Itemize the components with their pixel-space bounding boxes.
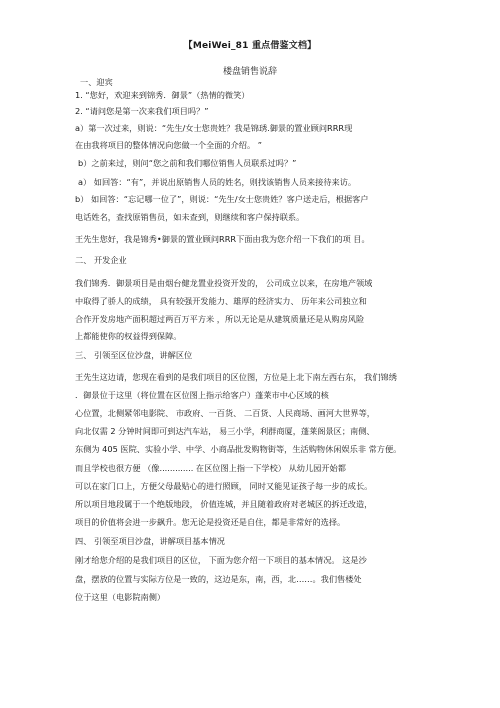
text-line: 项目的价值将会进一步飙升。您无论是投资还是自住，都是非常好的选择。 bbox=[75, 517, 346, 527]
text-line: 上都能使你的权益得到保障。 bbox=[75, 331, 182, 341]
text-line: 向北仅需 2 分钟时间即可到达汽车站， 易三小学，利群商厦，蓬莱阁景区；南侧、 bbox=[75, 426, 375, 436]
text-line: 一、迎宾 bbox=[80, 77, 113, 87]
text-line: 四、 引领至项目沙盘，讲解项目基本情况 bbox=[75, 536, 225, 546]
text-line: 二、 开发企业 bbox=[75, 255, 127, 265]
document-header: 【MeiWei_81 重点借鉴文档】 bbox=[183, 41, 317, 51]
text-line: 心位置，北侧紧邻电影院、 市政府、一百货、 二百货、人民商场、画河大世界等， bbox=[75, 408, 375, 418]
text-line: a）第一次过来，则说：“先生/女士您贵姓？我是锦琇.御景的置业顾问RRR现 bbox=[75, 123, 353, 133]
text-line: 中取得了骄人的成绩， 具有较强开发能力、雄厚的经济实力、 历年来公司独立和 bbox=[75, 296, 367, 306]
text-line: ．御景位于这里（将位置在区位图上指示给客户）蓬莱市中心区域的核 bbox=[75, 390, 329, 400]
text-line: b） 如回答：“忘记哪一位了”，则说：“先生/女士您贵姓？客户送走后，根据客户 bbox=[75, 194, 369, 204]
text-line: 位于这里（电影院南侧） bbox=[75, 592, 166, 602]
text-line: 可以在家门口上，方便父母最贴心的进行照顾， 同时又能见证孩子每一步的成长。 bbox=[75, 481, 373, 491]
text-line: 东侧为 405 医院、实验小学、中学、小商品批发购物街等，生活购物休闲娱乐非 常方便。 bbox=[75, 444, 402, 454]
text-line: 我们锦秀．御景项目是由烟台健龙置业投资开发的， 公司成立以来，在房地产领域 bbox=[75, 278, 373, 288]
text-line: a） 如回答：“有”，并说出原销售人员的姓名，则找该销售人员来接待来访。 bbox=[78, 177, 357, 187]
text-line: 2. “请问您是第一次来我们项目吗？” bbox=[75, 106, 209, 116]
text-line: 所以项目地段属于一个绝版地段， 价值连城，并且随着政府对老城区的拆迁改造， bbox=[75, 499, 373, 509]
text-line: 三、 引领至区位沙盘，讲解区位 bbox=[75, 350, 193, 360]
text-line: 刚才给您介绍的是我们项目的区位， 下面为您介绍一下项目的基本情况。 这是沙 bbox=[75, 555, 367, 565]
text-line: 合作开发房地产面积超过两百万平方米 ，所以无论是从建筑质量还是从购房风险 bbox=[75, 314, 365, 324]
document-title: 楼盘销售说辞 bbox=[222, 67, 277, 77]
text-line: 1. “您好，欢迎来到锦秀．御景”（热情的微笑） bbox=[75, 90, 250, 100]
text-line: 在由我将项目的整体情况向您做一个全面的介绍。 ” bbox=[75, 140, 262, 150]
text-line: 电话姓名，查找原销售员，如未查到，则继续和客户保持联系。 bbox=[75, 212, 305, 222]
text-line: 王先生这边请，您现在看到的是我们项目的区位图，方位是上北下南左西右东， 我们锦绣 bbox=[75, 372, 397, 382]
text-line: 王先生您好，我是锦秀•御景的置业顾问RRR下面由我为您介绍一下我们的项 目。 bbox=[75, 234, 370, 244]
text-line: 盘，摆放的位置与实际方位是一致的，这边是东，南，西，北……。我们售楼处 bbox=[75, 574, 362, 584]
text-line: 而且学校也很方便 （像............. 在区位图上指一下学校） 从幼儿园开始都 bbox=[75, 463, 346, 473]
text-line: b）之前来过，则问“您之前和我们哪位销售人员联系过吗？” bbox=[78, 158, 297, 168]
